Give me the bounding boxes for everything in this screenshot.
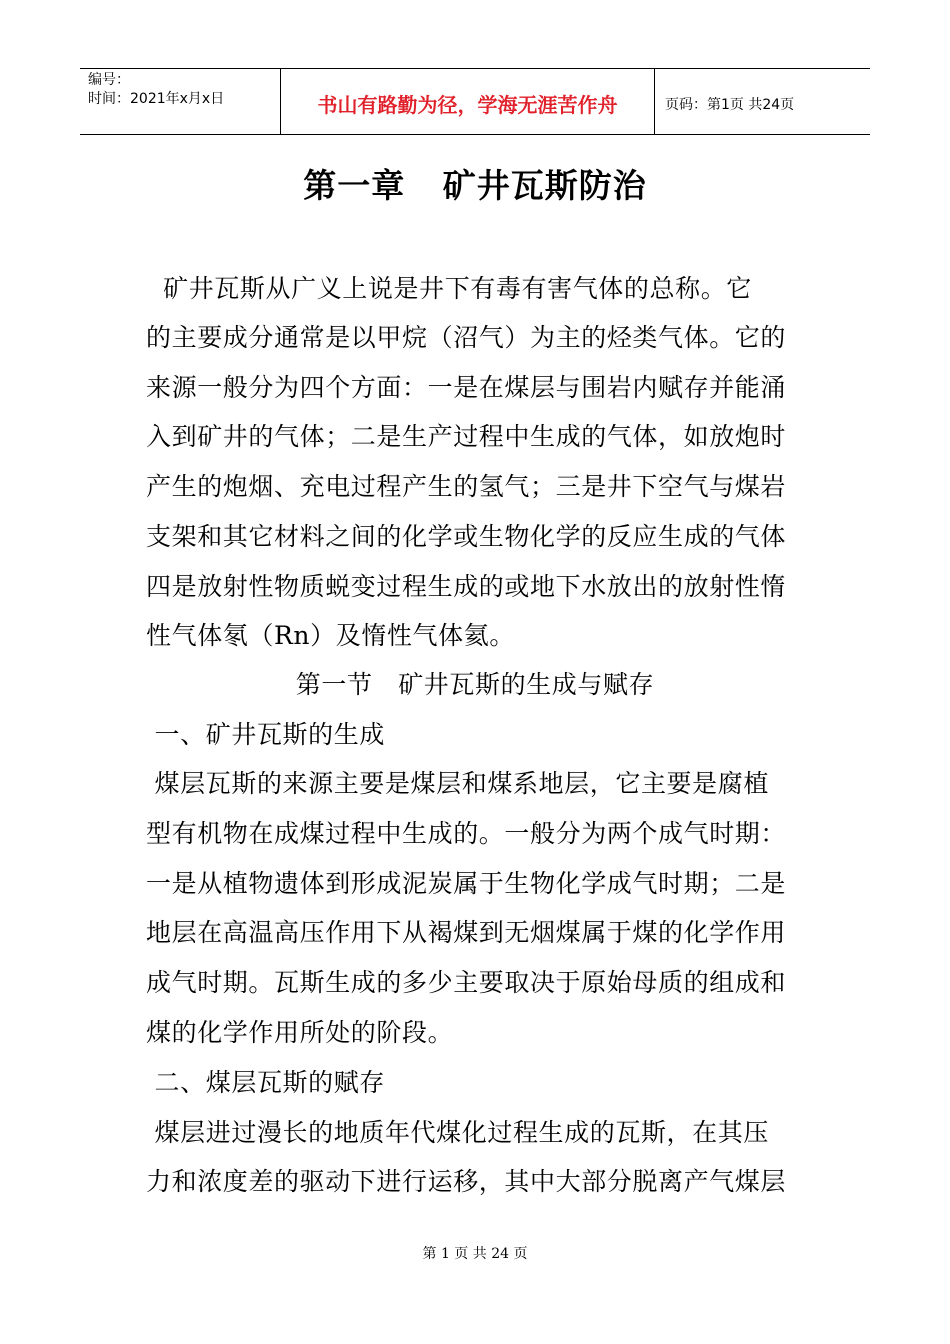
body-line: 支架和其它材料之间的化学或生物化学的反应生成的气体	[146, 522, 787, 551]
body-line: 入到矿井的气体；二是生产过程中生成的气体，如放炮时	[146, 422, 787, 451]
subsection-heading: 二、煤层瓦斯的赋存	[146, 1068, 385, 1097]
header-motto: 书山有路勤为径，学海无涯苦作舟	[281, 69, 655, 134]
body-line: 煤的化学作用所处的阶段。	[146, 1018, 454, 1047]
body-line: 来源一般分为四个方面：一是在煤层与围岩内赋存并能涌	[146, 373, 787, 402]
body-line: 力和浓度差的驱动下进行运移，其中大部分脱离产气煤层	[146, 1167, 787, 1196]
body-line: 成气时期。瓦斯生成的多少主要取决于原始母质的组成和	[146, 968, 787, 997]
header-page-info: 页码：第1页 共24页	[665, 96, 795, 113]
subsection-heading: 一、矿井瓦斯的生成	[146, 720, 385, 749]
body-line: 产生的炮烟、充电过程产生的氢气；三是井下空气与煤岩	[146, 472, 787, 501]
document-header	[80, 68, 870, 135]
document-time: 时间：2021年x月x日	[88, 91, 225, 107]
body-line: 矿井瓦斯从广义上说是井下有毒有害气体的总称。它	[146, 274, 752, 303]
section-heading: 第一节 矿井瓦斯的生成与赋存	[295, 670, 655, 699]
header-meta	[80, 69, 281, 134]
chapter-title: 第一章 矿井瓦斯防治	[303, 166, 647, 205]
body-line: 一是从植物遗体到形成泥炭属于生物化学成气时期；二是	[146, 869, 787, 898]
body-line: 四是放射性物质蜕变过程生成的或地下水放出的放射性惰	[146, 572, 787, 601]
page-footer: 第 1 页 共 24 页	[422, 1246, 528, 1262]
body-line: 煤层进过漫长的地质年代煤化过程生成的瓦斯，在其压	[146, 1118, 769, 1147]
body-line: 性气体氡（Rn）及惰性气体氦。	[146, 621, 515, 650]
body-line: 型有机物在成煤过程中生成的。一般分为两个成气时期：	[146, 819, 787, 848]
body-line: 地层在高温高压作用下从褐煤到无烟煤属于煤的化学作用	[146, 918, 787, 947]
document-number-label: 编号：	[88, 72, 130, 88]
body-line: 的主要成分通常是以甲烷（沼气）为主的烃类气体。它的	[146, 323, 787, 352]
body-line: 煤层瓦斯的来源主要是煤层和煤系地层，它主要是腐植	[146, 769, 769, 798]
